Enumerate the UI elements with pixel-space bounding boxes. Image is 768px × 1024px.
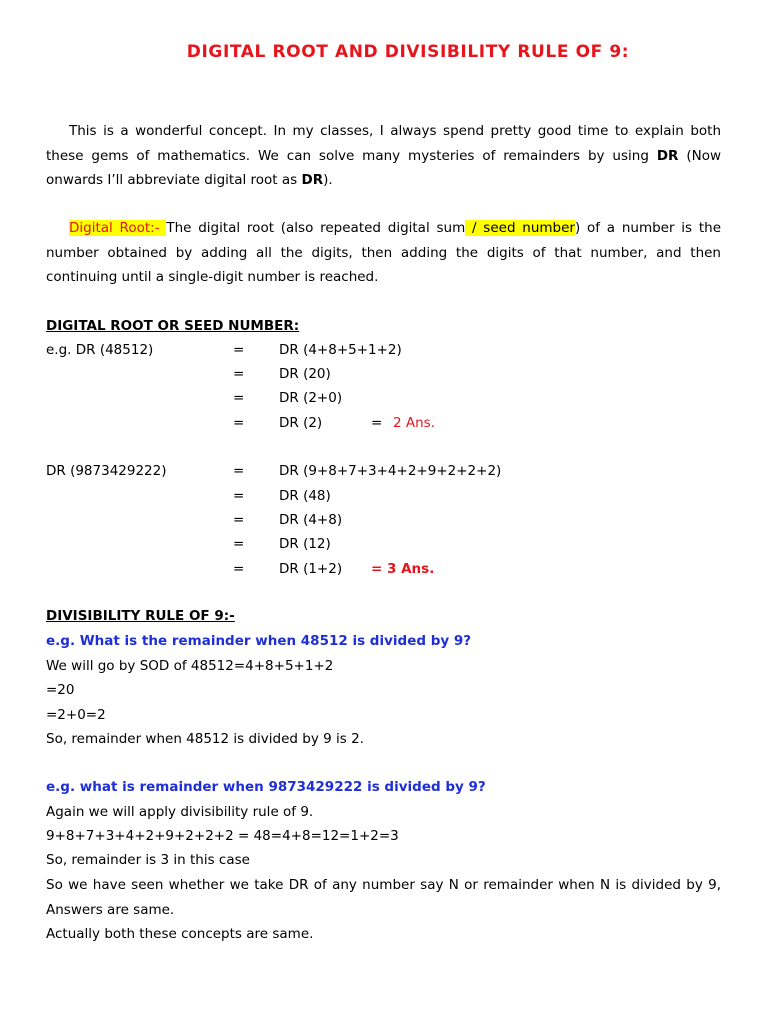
final-line: Actually both these concepts are same. — [46, 926, 314, 942]
example1-expr: DR (2+0) — [279, 390, 343, 406]
example2-expr: DR (4+8) — [279, 512, 343, 528]
example2-label: DR (9873429222) — [46, 463, 167, 479]
intro-paragraph — [46, 119, 721, 193]
example1-eq: = — [233, 415, 245, 431]
example2-expr: DR (12) — [279, 536, 331, 552]
q2-line: Again we will apply divisibility rule of 9. — [46, 804, 314, 820]
q1-line: We will go by SOD of 48512=4+8+5+1+2 — [46, 658, 334, 674]
q1-line: =20 — [46, 682, 75, 698]
section-heading-seed-number: DIGITAL ROOT OR SEED NUMBER: — [46, 318, 300, 334]
page-title: DIGITAL ROOT AND DIVISIBILITY RULE OF 9: — [186, 42, 630, 62]
example1-eq: = — [233, 342, 245, 358]
definition-text-2: ) of a number is the number obtained by adding all the digits, then adding the digits of that number, and then continuing until a single-digit number is reached. — [46, 220, 721, 285]
example2-eq: = — [233, 463, 245, 479]
q1-line: So, remainder when 48512 is divided by 9 is 2. — [46, 731, 364, 747]
example1-label: e.g. DR (48512) — [46, 342, 154, 358]
q1-line: =2+0=2 — [46, 707, 106, 723]
definition-label: Digital Root:- — [69, 220, 167, 236]
example2-expr: DR (1+2) — [279, 561, 343, 577]
example1-answer: 2 Ans. — [393, 415, 435, 431]
example1-expr: DR (2) — [279, 415, 323, 431]
example1-expr: DR (4+8+5+1+2) — [279, 342, 402, 358]
example2-answer: = 3 Ans. — [371, 561, 435, 577]
definition-text-1: The digital root (also repeated digital sum — [166, 220, 466, 236]
example2-expr: DR (9+8+7+3+4+2+9+2+2+2) — [279, 463, 502, 479]
example1-eq: = — [233, 390, 245, 406]
conclusion-paragraph: So we have seen whether we take DR of any number say N or remainder when N is divided by 9, Answers are same. — [46, 877, 721, 918]
definition-highlight: / seed number — [465, 220, 575, 236]
q2-line: 9+8+7+3+4+2+9+2+2+2 = 48=4+8=12=1+2=3 — [46, 828, 399, 844]
intro-text-1: This is a wonderful concept. In my classes, I always spend pretty good time to explain both these gems of mathematics. We can solve many mysteries of remainders by using — [46, 123, 721, 164]
intro-dr-1: DR — [656, 147, 679, 164]
section-heading-divisibility: DIVISIBILITY RULE OF 9:- — [46, 608, 235, 624]
intro-text-3: ). — [323, 172, 333, 188]
example1-answer-eq: = — [371, 415, 383, 431]
example2-eq: = — [233, 536, 245, 552]
q2-line: So, remainder is 3 in this case — [46, 852, 250, 868]
question-1: e.g. What is the remainder when 48512 is divided by 9? — [46, 633, 472, 649]
intro-text-2: (Now onwards I’ll abbreviate digital root as — [46, 147, 721, 188]
example1-eq: = — [233, 366, 245, 382]
example1-expr: DR (20) — [279, 366, 331, 382]
example2-expr: DR (48) — [279, 488, 331, 504]
definition-paragraph — [46, 216, 721, 290]
example2-eq: = — [233, 512, 245, 528]
example2-eq: = — [233, 561, 245, 577]
intro-dr-2: DR — [301, 172, 324, 188]
question-2: e.g. what is remainder when 9873429222 is divided by 9? — [46, 779, 486, 795]
example2-eq: = — [233, 488, 245, 504]
